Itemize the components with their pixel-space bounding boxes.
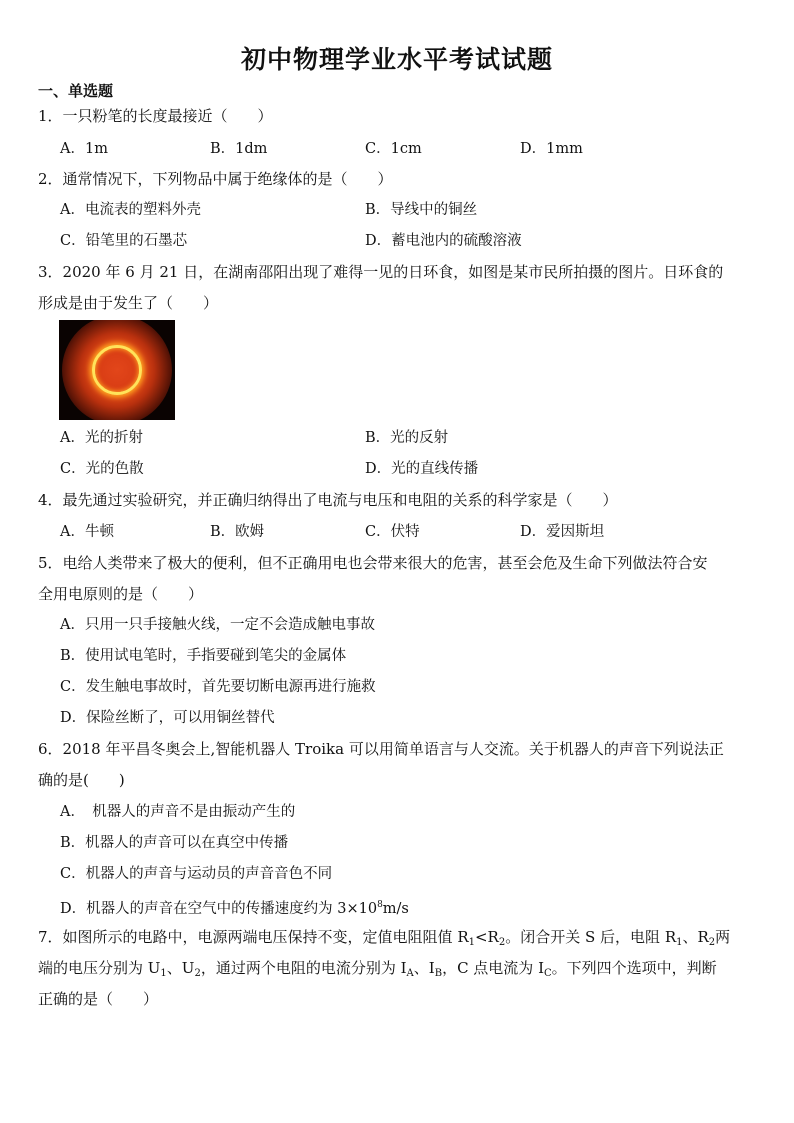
question-5-stem-line-1: 5．电给人类带来了极大的便利，但不正确用电也会带来很大的危害，甚至会危及生命下列做法符合安 <box>38 554 708 572</box>
question-7-stem-line-2 <box>38 958 717 984</box>
q6-option-a: A． 机器人的声音不是由振动产生的 <box>60 804 296 820</box>
q4-option-a: A．牛顿 <box>60 524 114 540</box>
q7-subscript: C <box>544 968 552 979</box>
question-2-stem: 2．通常情况下，下列物品中属于绝缘体的是（ ） <box>38 170 393 188</box>
q7-subscript: B <box>434 968 443 979</box>
q1-option-b: B．1dm <box>210 141 268 157</box>
q5-option-b: B．使用试电笔时，手指要碰到笔尖的金属体 <box>60 648 347 664</box>
q4-option-b: B．欧姆 <box>210 524 265 540</box>
q6-option-d-text: D．机器人的声音在空气中的传播速度约为 3×10 <box>60 901 378 917</box>
q2-option-b: B．导线中的铜丝 <box>365 202 478 218</box>
question-3-stem-line-1: 3．2020 年 6 月 21 日，在湖南邵阳出现了难得一见的日环食，如图是某市民所拍摄的图片。日环食的 <box>38 263 724 281</box>
exam-title: 初中物理学业水平考试试题 <box>240 45 553 74</box>
q7-subscript: 2 <box>708 937 716 948</box>
q7-subscript: 1 <box>160 968 167 979</box>
q6-option-c: C．机器人的声音与运动员的声音音色不同 <box>60 866 333 882</box>
q6-option-d-unit: m/s <box>382 901 409 917</box>
section-heading: 一、单选题 <box>38 82 114 100</box>
q7-text: 。闭合开关 S 后，电阻 R <box>505 928 677 946</box>
q7-text: 、U <box>166 959 195 977</box>
q7-subscript: 2 <box>498 937 506 948</box>
q6-option-d-exponent: 8 <box>377 900 383 910</box>
q7-text: <R <box>474 928 499 946</box>
q7-subscript: 2 <box>194 968 201 979</box>
q1-option-a: A．1m <box>60 141 108 157</box>
q6-option-b: B．机器人的声音可以在真空中传播 <box>60 835 289 851</box>
question-7-stem-line-1 <box>38 927 730 953</box>
question-4-stem: 4．最先通过实验研究，并正确归纳得出了电流与电压和电阻的关系的科学家是（ ） <box>38 491 618 509</box>
q7-subscript: 1 <box>468 937 475 948</box>
question-1-stem: 1．一只粉笔的长度最接近（ ） <box>38 107 273 125</box>
eclipse-ring <box>92 345 142 395</box>
q7-text: 端的电压分别为 U <box>38 959 161 977</box>
q7-text: 。下列四个选项中，判断 <box>551 959 717 977</box>
q1-option-d: D．1mm <box>520 141 583 157</box>
q7-text: 7．如图所示的电路中，电源两端电压保持不变，定值电阻阻值 R <box>38 928 469 946</box>
q5-option-d: D．保险丝断了，可以用铜丝替代 <box>60 710 275 726</box>
q7-subscript: 1 <box>676 937 683 948</box>
q6-option-d <box>60 895 409 919</box>
question-7-stem-line-3: 正确的是（ ） <box>38 990 159 1008</box>
q7-text: 、R <box>682 928 709 946</box>
q2-option-d: D．蓄电池内的硫酸溶液 <box>365 233 522 249</box>
q2-option-a: A．电流表的塑料外壳 <box>60 202 201 218</box>
q7-subscript: A <box>406 968 414 979</box>
q5-option-c: C．发生触电事故时，首先要切断电源再进行施救 <box>60 679 376 695</box>
question-5-stem-line-2: 全用电原则的是（ ） <box>38 585 204 603</box>
q3-option-b: B．光的反射 <box>365 430 449 446</box>
q7-text: 两 <box>715 928 731 946</box>
q1-option-c: C．1cm <box>365 141 422 157</box>
question-6-stem-line-2: 确的是( ) <box>38 771 125 789</box>
q5-option-a: A．只用一只手接触火线，一定不会造成触电事故 <box>60 617 375 633</box>
q4-option-c: C．伏特 <box>365 524 420 540</box>
question-3-stem-line-2: 形成是由于发生了（ ） <box>38 294 219 312</box>
q3-option-c: C．光的色散 <box>60 461 144 477</box>
q2-option-c: C．铅笔里的石墨芯 <box>60 233 188 249</box>
q7-text: 、I <box>413 959 435 977</box>
q3-option-d: D．光的直线传播 <box>365 461 479 477</box>
q7-text: ，通过两个电阻的电流分别为 I <box>200 959 407 977</box>
q7-text: ，C 点电流为 I <box>442 959 545 977</box>
q4-option-d: D．爱因斯坦 <box>520 524 605 540</box>
question-6-stem-line-1: 6．2018 年平昌冬奥会上,智能机器人 Troika 可以用简单语言与人交流。关于机器人的声音下列说法正 <box>38 740 724 758</box>
q3-option-a: A．光的折射 <box>60 430 143 446</box>
annular-eclipse-photo <box>59 320 175 420</box>
